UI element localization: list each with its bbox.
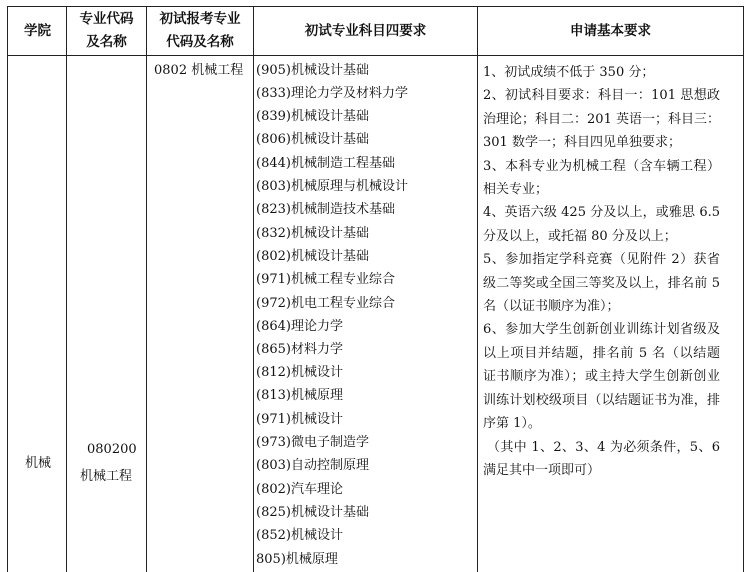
divider-prelim	[253, 6, 254, 572]
header-prelim-code-name	[147, 7, 253, 55]
header-subject4-text: 初试专业科目四要求	[304, 22, 427, 39]
divider-major	[146, 6, 147, 572]
requirement-item: 2、初试科目要求：科目一：101 思想政治理论；科目二：201 英语一；科目三：301 数学一；科目四见单独要求；	[483, 88, 720, 151]
header-bottom-border	[7, 55, 744, 56]
subject-item: (971)机械工程专业综合	[256, 272, 395, 287]
subject-item: (803)机械原理与机械设计	[256, 179, 408, 194]
subject-item: (813)机械原理	[256, 388, 343, 403]
subject-item: (971)机械设计	[256, 412, 343, 427]
header-college	[8, 7, 67, 55]
subject-item: (806)机械设计基础	[256, 132, 369, 147]
header-prelim-line1: 初试报考专业	[159, 11, 241, 27]
requirement-item: 3、本科专业为机械工程（含车辆工程）相关专业；	[483, 158, 720, 198]
header-major-line2: 及名称	[86, 34, 127, 50]
subject-item: (832)机械设计基础	[256, 226, 369, 241]
subject-item: (812)机械设计	[256, 365, 343, 380]
requirement-item: 6、参加大学生创新创业训练计划省级及以上项目并结题，排名前 5 名（以结题证书顺序为准）；或主持大学生创新创业训练计划校级项目（以结题证书为准，排序第 1）。	[483, 322, 720, 432]
prelim-code-name: 0802 机械工程	[154, 63, 244, 78]
requirement-note: （其中 1、2、3、4 为必须条件，5、6 满足其中一项即可）	[483, 439, 720, 478]
subject-item: (839)机械设计基础	[256, 109, 369, 124]
requirements-list	[483, 61, 720, 482]
divider-subject	[477, 6, 478, 572]
requirement-item: 5、参加指定学科竞赛（见附件 2）获省级二等奖或全国三等奖及以上，排名前 5 名（以证书顺序为准）；	[483, 252, 720, 315]
header-prelim-line2: 代码及名称	[166, 34, 234, 50]
subject-item: (864)理论力学	[256, 319, 343, 334]
subject-item: (825)机械设计基础	[256, 505, 369, 520]
header-major-code-name	[67, 7, 146, 55]
header-college-text: 学院	[24, 22, 51, 39]
subject-item: (802)汽车理论	[256, 482, 343, 497]
major-name: 机械工程	[80, 469, 133, 484]
divider-college	[66, 6, 67, 572]
subject-item: (865)材料力学	[256, 342, 343, 357]
subject-item: (802)机械设计基础	[256, 249, 369, 264]
subject-item: (803)自动控制原理	[256, 458, 369, 473]
subject-item: (972)机电工程专业综合	[256, 296, 395, 311]
subject-item: 805)机械原理	[256, 552, 338, 567]
college-cell: 机械	[25, 456, 52, 471]
requirement-item: 1、初试成绩不低于 350 分；	[483, 65, 655, 80]
border-left	[7, 6, 8, 572]
subject-item: (905)机械设计基础	[256, 63, 369, 78]
border-right	[743, 6, 744, 572]
subject-item: (852)机械设计	[256, 528, 343, 543]
header-subject4	[254, 7, 477, 55]
header-major-line1: 专业代码	[79, 11, 134, 27]
subject-item: (823)机械制造技术基础	[256, 202, 395, 217]
requirement-item: 4、英语六级 425 分及以上，或雅思 6.5 分及以上，或托福 80 分及以上；	[483, 205, 720, 244]
subject-item: (973)微电子制造学	[256, 435, 369, 450]
subject-item: (833)理论力学及材料力学	[256, 86, 408, 101]
subject-item: (844)机械制造工程基础	[256, 156, 395, 171]
major-code: 080200	[87, 442, 137, 457]
header-basic-req-text: 申请基本要求	[570, 22, 651, 39]
header-basic-requirements	[478, 7, 743, 55]
